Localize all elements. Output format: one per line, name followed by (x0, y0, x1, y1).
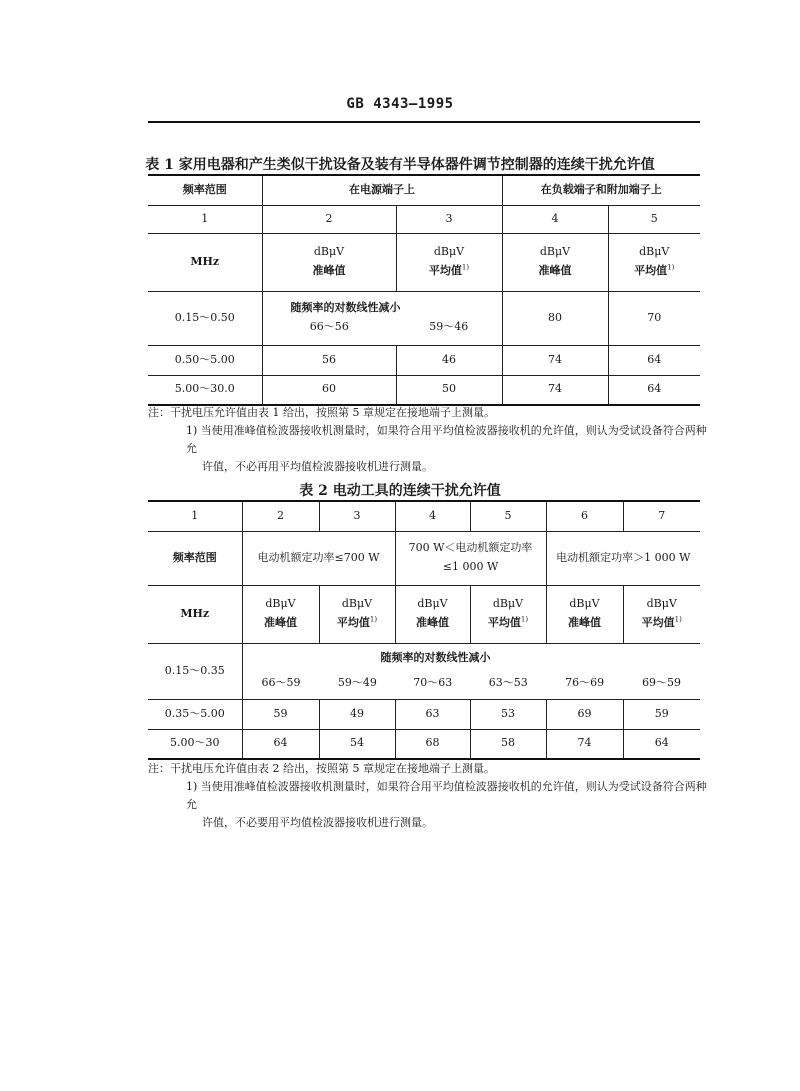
value-cell: 64 (623, 729, 700, 759)
table1-unit-cell (262, 233, 396, 291)
value-cell: 66～56 (309, 320, 349, 333)
unit-text: dBμV (646, 597, 677, 611)
table2-freq-range-header: 频率范围 (148, 531, 242, 585)
value-cell: 64 (608, 375, 700, 405)
value-cell: 59 (623, 699, 700, 729)
value-cell: 80 (502, 291, 608, 345)
table1 (148, 174, 700, 406)
group2-line2: ≤1 000 W (442, 560, 499, 573)
table1-mhz-label: MHz (148, 233, 262, 291)
table1-col-number: 2 (262, 205, 396, 233)
value-cell: 58 (470, 729, 546, 759)
value-cell: 66～59 (261, 676, 301, 689)
table2-header-row (148, 531, 700, 585)
table1-unit-cell (396, 233, 502, 291)
value-cell: 63～53 (488, 676, 528, 689)
value-cell: 64 (608, 345, 700, 375)
footnote-marker: 1) (461, 263, 470, 272)
value-cell: 70 (608, 291, 700, 345)
footnote-marker: 1) (674, 615, 682, 624)
table2-col-number: 5 (470, 501, 546, 531)
unit-text: dBμV (341, 597, 373, 611)
note-line: 注：干扰电压允许值由表 1 给出，按照第 5 章规定在接地端子上测量。 (148, 406, 495, 419)
unit-text: dBμV (433, 245, 465, 259)
decrease-cell (262, 291, 502, 345)
freq-cell: 0.50～5.00 (148, 345, 262, 375)
table1-unit-cell (502, 233, 608, 291)
table2-notes (148, 760, 708, 832)
value-cell: 74 (546, 729, 623, 759)
note-line: 注：干扰电压允许值由表 2 给出，按照第 5 章规定在接地端子上测量。 (148, 762, 495, 775)
standard-header: GB 4343—1995 (346, 96, 454, 112)
table1-caption: 表 1 家用电器和产生类似干扰设备及装有半导体器件调节控制器的连续干扰允许值 (145, 157, 655, 173)
detector-label: 平均值 (336, 616, 370, 629)
table2-col-number: 6 (546, 501, 623, 531)
value-cell: 56 (262, 345, 396, 375)
value-cell: 76～69 (565, 676, 605, 689)
table2-col-number: 1 (148, 501, 242, 531)
unit-text: dBμV (313, 245, 345, 259)
value-cell: 69～59 (642, 676, 682, 689)
detector-label: 平均值 (634, 264, 668, 277)
table1-unit-cell (608, 233, 700, 291)
detector-label: 准峰值 (538, 264, 572, 277)
table2-unit-cell (546, 585, 623, 643)
freq-cell: 0.15～0.35 (148, 643, 242, 699)
table1-col-number: 3 (396, 205, 502, 233)
table-row (148, 643, 700, 699)
unit-text: dBμV (539, 245, 571, 259)
detector-label: 准峰值 (312, 264, 346, 277)
table2-group3-header: 电动机额定功率＞1 000 W (546, 531, 700, 585)
note-line: 1) 当使用准峰值检波器接收机测量时，如果符合用平均值检波器接收机的允许值，则认为受试设备符合两种允 (186, 780, 707, 811)
freq-cell: 5.00～30.0 (148, 375, 262, 405)
unit-text: dBμV (417, 597, 448, 611)
value-cell: 50 (396, 375, 502, 405)
detector-label: 平均值 (428, 264, 462, 277)
unit-text: dBμV (569, 597, 600, 611)
table2-group1-header: 电动机额定功率≤700 W (242, 531, 395, 585)
value-cell: 74 (502, 345, 608, 375)
table2-unit-cell (242, 585, 319, 643)
table2-col-number-row (148, 501, 700, 531)
table-row (148, 345, 700, 375)
header-rule (148, 121, 700, 123)
value-cell: 59～46 (429, 320, 469, 333)
value-cell: 69 (546, 699, 623, 729)
table-row (148, 729, 700, 759)
table-row (148, 699, 700, 729)
value-cell: 53 (470, 699, 546, 729)
table1-unit-row (148, 233, 700, 291)
value-cell: 74 (502, 375, 608, 405)
table2-unit-cell (395, 585, 470, 643)
table2-col-number: 4 (395, 501, 470, 531)
unit-text: dBμV (639, 245, 670, 259)
detector-label: 准峰值 (264, 616, 297, 629)
table2-group2-header (395, 531, 546, 585)
decrease-note: 随频率的对数线性减小 (380, 651, 491, 665)
value-cell: 68 (395, 729, 470, 759)
table1-notes (148, 404, 708, 476)
value-cell: 64 (242, 729, 319, 759)
note-line: 1) 当使用准峰值检波器接收机测量时，如果符合用平均值检波器接收机的允许值，则认为受试设备符合两种允 (186, 424, 707, 455)
table2-unit-cell (470, 585, 546, 643)
table1-header-row (148, 175, 700, 205)
table1-col-number: 1 (148, 205, 262, 233)
decrease-cell (242, 643, 700, 699)
table2-unit-row (148, 585, 700, 643)
value-cell: 49 (319, 699, 395, 729)
table1-load-header: 在负载端子和附加端子上 (502, 175, 700, 205)
value-cell: 54 (319, 729, 395, 759)
freq-cell: 5.00～30 (148, 729, 242, 759)
table1-col-number: 4 (502, 205, 608, 233)
value-cell: 60 (262, 375, 396, 405)
value-cell: 59～49 (337, 676, 377, 689)
group2-line1: 700 W＜电动机额定功率 (408, 541, 533, 555)
table1-col-number-row (148, 205, 700, 233)
value-cell: 63 (395, 699, 470, 729)
value-cell: 70～63 (413, 676, 453, 689)
freq-cell: 0.35～5.00 (148, 699, 242, 729)
table-row (148, 375, 700, 405)
table2-unit-cell (319, 585, 395, 643)
detector-label: 准峰值 (416, 616, 449, 629)
table2 (148, 500, 700, 760)
note-line: 许值，不必要用平均值检波器接收机进行测量。 (202, 816, 433, 829)
table1-col-number: 5 (608, 205, 700, 233)
table2-mhz-label: MHz (148, 585, 242, 643)
value-cell: 46 (396, 345, 502, 375)
footnote-marker: 1) (520, 615, 529, 624)
table2-col-number: 3 (319, 501, 395, 531)
table1-mains-header: 在电源端子上 (262, 175, 502, 205)
table2-caption: 表 2 电动工具的连续干扰允许值 (299, 483, 501, 499)
table-row (148, 291, 700, 345)
table1-freq-range-header: 频率范围 (148, 175, 262, 205)
table2-col-number: 2 (242, 501, 319, 531)
footnote-marker: 1) (667, 263, 675, 272)
table2-col-number: 7 (623, 501, 700, 531)
detector-label: 准峰值 (568, 616, 601, 629)
freq-cell: 0.15～0.50 (148, 291, 262, 345)
detector-label: 平均值 (487, 616, 521, 629)
unit-text: dBμV (492, 597, 524, 611)
table2-unit-cell (623, 585, 700, 643)
unit-text: dBμV (265, 597, 296, 611)
decrease-note: 随频率的对数线性减小 (290, 301, 401, 315)
note-line: 许值，不必再用平均值检波器接收机进行测量。 (202, 460, 433, 473)
value-cell: 59 (242, 699, 319, 729)
detector-label: 平均值 (641, 616, 675, 629)
footnote-marker: 1) (369, 615, 378, 624)
